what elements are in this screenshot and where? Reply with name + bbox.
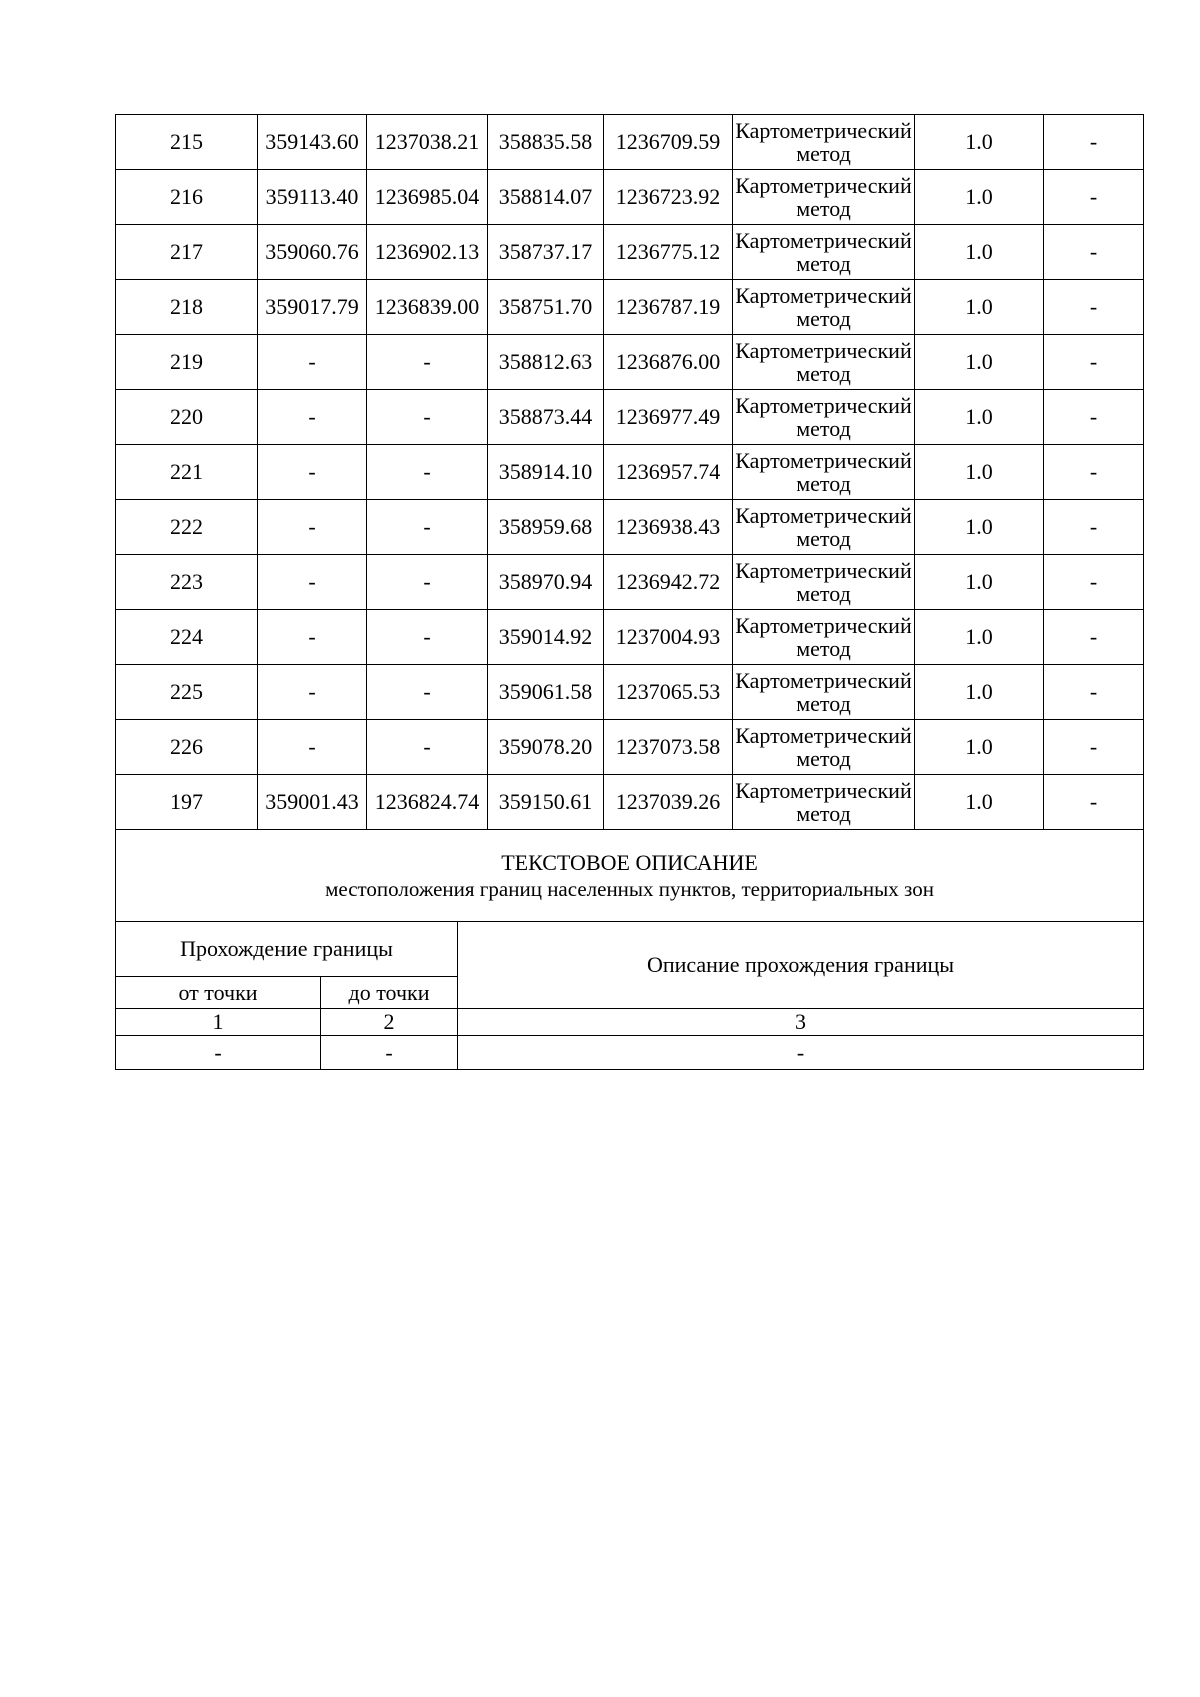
cell-accuracy: 1.0 [915, 335, 1044, 390]
cell-y-existing: - [367, 390, 488, 445]
cell-y-existing: 1236985.04 [367, 170, 488, 225]
cell-y-new: 1236957.74 [604, 445, 733, 500]
cell-x-new: 358959.68 [488, 500, 604, 555]
cell-note: - [1044, 390, 1144, 445]
table-row [116, 225, 1144, 280]
cell-point-number: 220 [116, 390, 258, 445]
table-row [116, 170, 1144, 225]
table-row [116, 500, 1144, 555]
cell-accuracy: 1.0 [915, 665, 1044, 720]
cell-method: Картометрический метод [733, 445, 915, 500]
cell-y-existing: - [367, 610, 488, 665]
cell-note: - [1044, 115, 1144, 170]
cell-point-number: 226 [116, 720, 258, 775]
cell-x-existing: - [258, 720, 367, 775]
cell-x-existing: 359001.43 [258, 775, 367, 830]
cell-y-new: 1236942.72 [604, 555, 733, 610]
cell-y-new: 1236876.00 [604, 335, 733, 390]
cell-y-existing: - [367, 500, 488, 555]
cell-note: - [1044, 335, 1144, 390]
cell-method: Картометрический метод [733, 390, 915, 445]
cell-x-new: 358914.10 [488, 445, 604, 500]
cell-note: - [1044, 170, 1144, 225]
cell-x-new: 358970.94 [488, 555, 604, 610]
cell-method: Картометрический метод [733, 720, 915, 775]
column-number: 1 [116, 1009, 321, 1036]
cell-point-number: 221 [116, 445, 258, 500]
cell-y-existing: - [367, 335, 488, 390]
cell-x-new: 359078.20 [488, 720, 604, 775]
cell-y-existing: 1236839.00 [367, 280, 488, 335]
header-boundary-description: Описание прохождения границы [458, 922, 1144, 1009]
table-row [116, 280, 1144, 335]
text-description-table [115, 830, 1144, 1070]
cell-x-new: 359014.92 [488, 610, 604, 665]
table-row [116, 555, 1144, 610]
cell-method: Картометрический метод [733, 170, 915, 225]
cell-note: - [1044, 665, 1144, 720]
cell-accuracy: 1.0 [915, 445, 1044, 500]
cell-point-number: 216 [116, 170, 258, 225]
cell-y-new: 1236938.43 [604, 500, 733, 555]
cell-accuracy: 1.0 [915, 390, 1044, 445]
cell-note: - [1044, 555, 1144, 610]
cell-point-number: 223 [116, 555, 258, 610]
cell-y-existing: - [367, 720, 488, 775]
cell-x-new: 358835.58 [488, 115, 604, 170]
text-description-subtitle: местоположения границ населенных пунктов, территориальных зон [325, 876, 934, 901]
cell-accuracy: 1.0 [915, 610, 1044, 665]
table-row [116, 665, 1144, 720]
cell-method: Картометрический метод [733, 335, 915, 390]
cell-point-number: 222 [116, 500, 258, 555]
header-boundary-passage: Прохождение границы [116, 922, 458, 977]
cell-y-existing: 1237038.21 [367, 115, 488, 170]
table-row [116, 610, 1144, 665]
cell-y-new: 1237073.58 [604, 720, 733, 775]
cell-x-existing: - [258, 610, 367, 665]
cell-x-existing: - [258, 335, 367, 390]
cell-note: - [1044, 445, 1144, 500]
cell-method: Картометрический метод [733, 225, 915, 280]
column-number: 2 [321, 1009, 458, 1036]
cell-method: Картометрический метод [733, 610, 915, 665]
cell-y-existing: - [367, 445, 488, 500]
cell-point-number: 218 [116, 280, 258, 335]
cell-accuracy: 1.0 [915, 170, 1044, 225]
cell-x-new: 358812.63 [488, 335, 604, 390]
cell-point-number: 215 [116, 115, 258, 170]
cell-from-point: - [116, 1036, 321, 1070]
cell-x-existing: - [258, 445, 367, 500]
table-row [116, 720, 1144, 775]
cell-y-new: 1236709.59 [604, 115, 733, 170]
column-number: 3 [458, 1009, 1144, 1036]
cell-y-new: 1237004.93 [604, 610, 733, 665]
cell-y-new: 1236723.92 [604, 170, 733, 225]
cell-x-new: 359150.61 [488, 775, 604, 830]
cell-accuracy: 1.0 [915, 225, 1044, 280]
text-description-heading [116, 830, 1144, 922]
document-page [115, 114, 1143, 1070]
cell-to-point: - [321, 1036, 458, 1070]
cell-x-existing: 359113.40 [258, 170, 367, 225]
cell-accuracy: 1.0 [915, 775, 1044, 830]
header-to-point: до точки [321, 977, 458, 1009]
table-row [116, 445, 1144, 500]
cell-point-number: 217 [116, 225, 258, 280]
cell-point-number: 219 [116, 335, 258, 390]
cell-x-new: 358873.44 [488, 390, 604, 445]
cell-accuracy: 1.0 [915, 500, 1044, 555]
cell-point-number: 225 [116, 665, 258, 720]
cell-point-number: 197 [116, 775, 258, 830]
cell-x-new: 358737.17 [488, 225, 604, 280]
table-row [116, 775, 1144, 830]
cell-method: Картометрический метод [733, 665, 915, 720]
table-row [116, 1036, 1144, 1070]
coordinates-table-body [116, 115, 1144, 830]
cell-y-existing: 1236902.13 [367, 225, 488, 280]
cell-note: - [1044, 500, 1144, 555]
cell-description: - [458, 1036, 1144, 1070]
cell-note: - [1044, 610, 1144, 665]
header-from-point: от точки [116, 977, 321, 1009]
cell-method: Картометрический метод [733, 775, 915, 830]
cell-method: Картометрический метод [733, 280, 915, 335]
text-description-title: ТЕКСТОВОЕ ОПИСАНИЕ [501, 849, 758, 875]
cell-y-existing: - [367, 555, 488, 610]
cell-note: - [1044, 280, 1144, 335]
table-row [116, 390, 1144, 445]
cell-x-existing: 359017.79 [258, 280, 367, 335]
cell-x-existing: - [258, 555, 367, 610]
cell-x-existing: - [258, 500, 367, 555]
cell-x-new: 358751.70 [488, 280, 604, 335]
cell-point-number: 224 [116, 610, 258, 665]
cell-x-new: 359061.58 [488, 665, 604, 720]
cell-note: - [1044, 720, 1144, 775]
cell-x-existing: - [258, 665, 367, 720]
cell-method: Картометрический метод [733, 115, 915, 170]
cell-note: - [1044, 225, 1144, 280]
cell-x-existing: 359060.76 [258, 225, 367, 280]
cell-x-new: 358814.07 [488, 170, 604, 225]
cell-y-new: 1236977.49 [604, 390, 733, 445]
table-row [116, 115, 1144, 170]
cell-accuracy: 1.0 [915, 555, 1044, 610]
cell-y-new: 1236775.12 [604, 225, 733, 280]
cell-y-existing: 1236824.74 [367, 775, 488, 830]
cell-accuracy: 1.0 [915, 280, 1044, 335]
cell-method: Картометрический метод [733, 555, 915, 610]
cell-note: - [1044, 775, 1144, 830]
cell-y-existing: - [367, 665, 488, 720]
cell-accuracy: 1.0 [915, 115, 1044, 170]
cell-accuracy: 1.0 [915, 720, 1044, 775]
cell-y-new: 1237065.53 [604, 665, 733, 720]
cell-method: Картометрический метод [733, 500, 915, 555]
cell-x-existing: 359143.60 [258, 115, 367, 170]
cell-x-existing: - [258, 390, 367, 445]
cell-y-new: 1237039.26 [604, 775, 733, 830]
table-row [116, 335, 1144, 390]
cell-y-new: 1236787.19 [604, 280, 733, 335]
coordinates-table [115, 114, 1144, 830]
